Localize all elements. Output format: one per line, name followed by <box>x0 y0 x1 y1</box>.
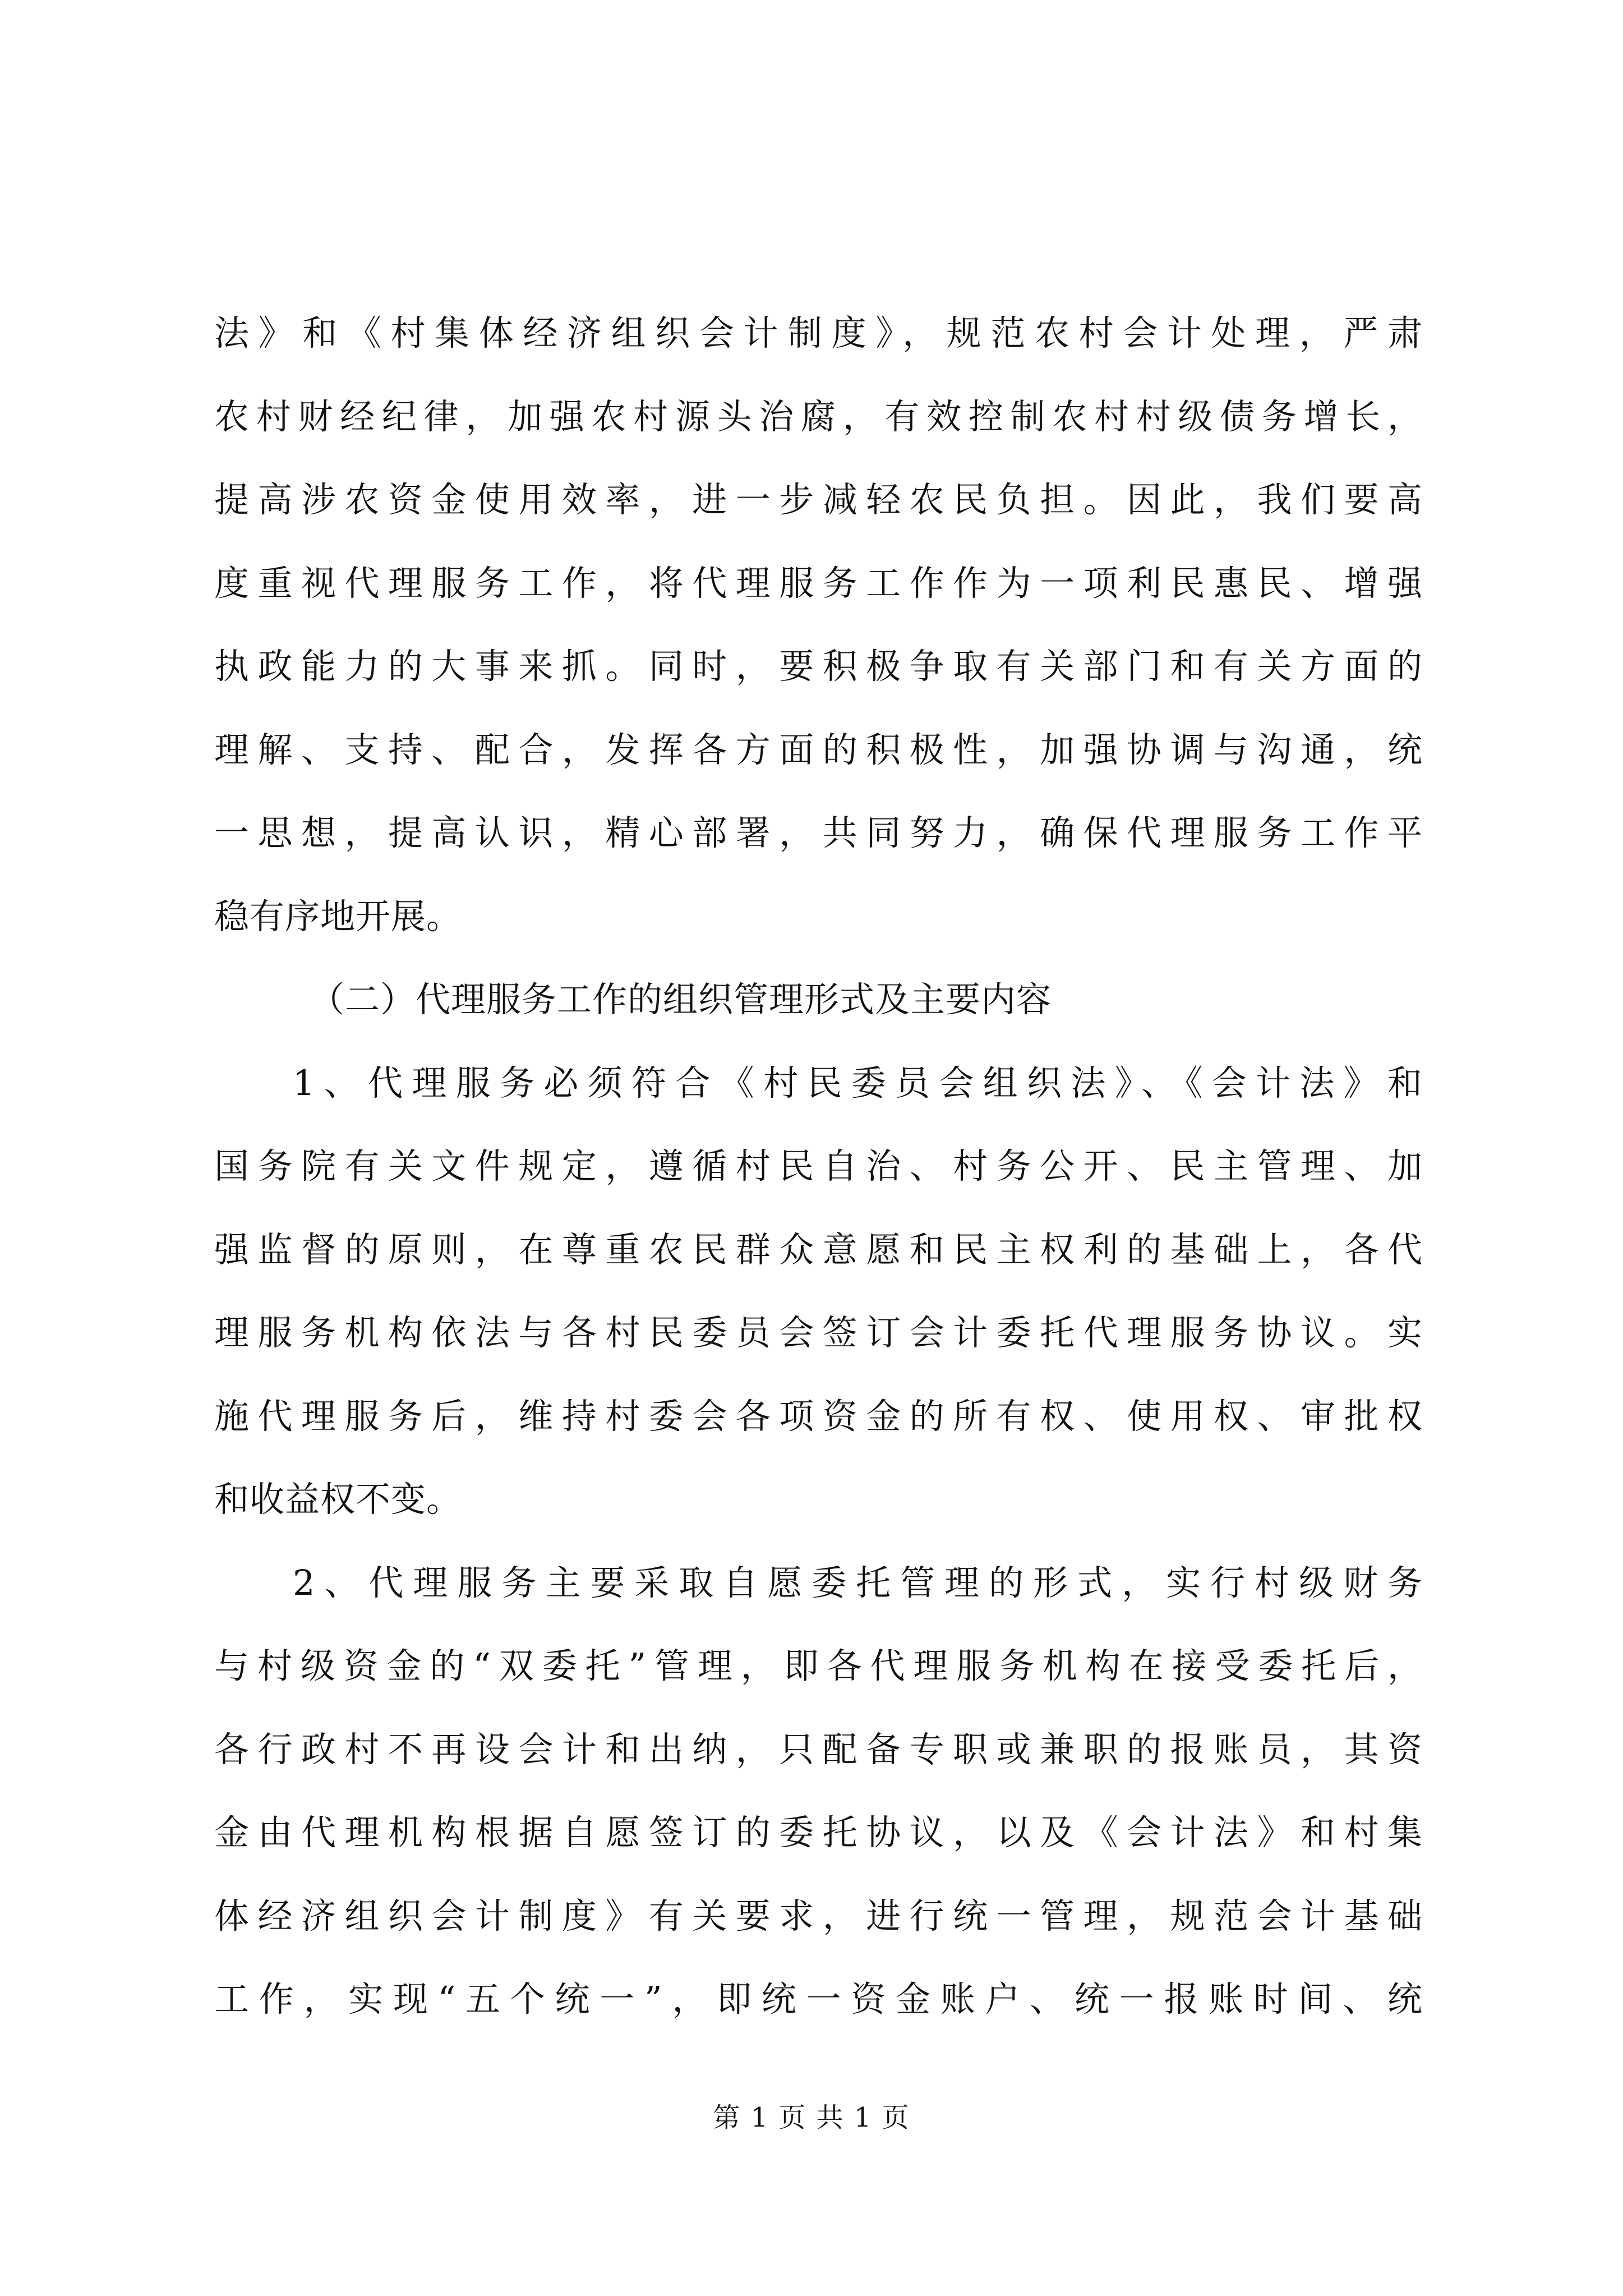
paragraph-line: 与村级资金的“双委托”管理，即各代理服务机构在接受委托后， <box>214 1645 1423 1686</box>
paragraph-line: 执政能力的大事来抓。同时，要积极争取有关部门和有关方面的 <box>214 646 1423 687</box>
paragraph-line: 2、代理服务主要采取自愿委托管理的形式，实行村级财务 <box>293 1562 1423 1603</box>
paragraph-line: 一思想，提高认识，精心部署，共同努力，确保代理服务工作平 <box>214 812 1423 853</box>
section-heading: （二）代理服务工作的组织管理形式及主要内容 <box>310 979 1052 1020</box>
paragraph-line: 农村财经纪律，加强农村源头治腐，有效控制农村村级债务增长， <box>214 395 1423 437</box>
paragraph-line: 强监督的原则，在尊重农民群众意愿和民主权利的基础上，各代 <box>214 1228 1423 1270</box>
paragraph-line: 稳有序地开展。 <box>214 895 462 937</box>
paragraph-line: 理服务机构依法与各村民委员会签订会计委托代理服务协议。实 <box>214 1312 1423 1353</box>
paragraph-line: 1、代理服务必须符合《村民委员会组织法》、《会计法》和 <box>293 1062 1423 1103</box>
paragraph-line: 施代理服务后，维持村委会各项资金的所有权、使用权、审批权 <box>214 1395 1423 1437</box>
paragraph-line: 各行政村不再设会计和出纳，只配备专职或兼职的报账员，其资 <box>214 1728 1423 1770</box>
document-body <box>214 292 1423 2041</box>
paragraph-line: 和收益权不变。 <box>214 1479 462 1520</box>
paragraph-line: 法》和《村集体经济组织会计制度》，规范农村会计处理，严肃 <box>214 312 1423 353</box>
paragraph-line: 金由代理机构根据自愿签订的委托协议，以及《会计法》和村集 <box>214 1812 1423 1853</box>
paragraph-line: 度重视代理服务工作，将代理服务工作作为一项利民惠民、增强 <box>214 562 1423 604</box>
paragraph-line: 提高涉农资金使用效率，进一步减轻农民负担。因此，我们要高 <box>214 479 1423 520</box>
page-footer: 第 1 页 共 1 页 <box>713 2102 910 2133</box>
paragraph-line: 国务院有关文件规定，遵循村民自治、村务公开、民主管理、加 <box>214 1145 1423 1186</box>
paragraph-line: 体经济组织会计制度》有关要求，进行统一管理，规范会计基础 <box>214 1895 1423 1936</box>
paragraph-line: 工作，实现“五个统一”，即统一资金账户、统一报账时间、统 <box>214 1978 1423 2019</box>
paragraph-line: 理解、支持、配合，发挥各方面的积极性，加强协调与沟通，统 <box>214 729 1423 770</box>
